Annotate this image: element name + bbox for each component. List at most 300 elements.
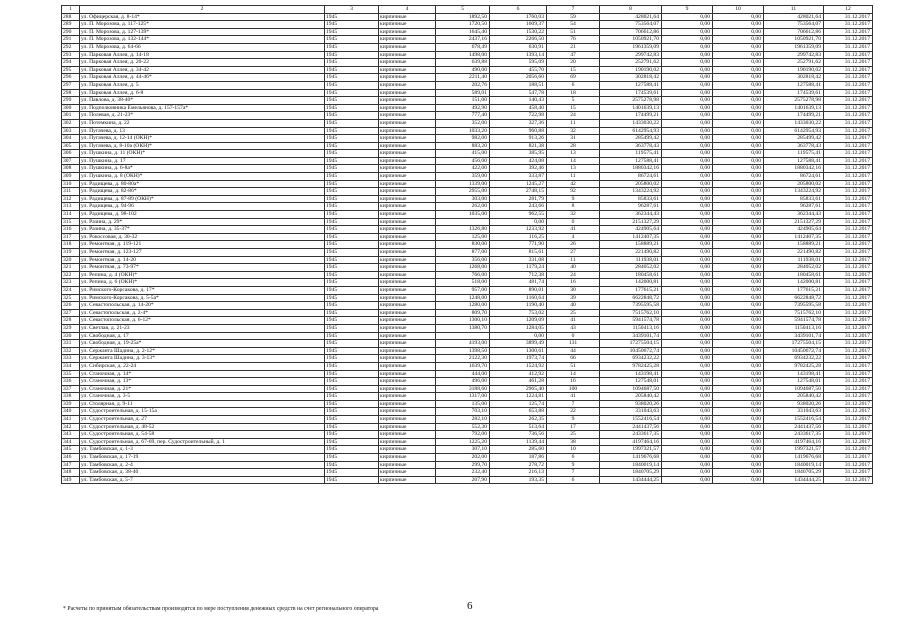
table-cell: 327 <box>62 309 80 317</box>
table-cell: 0,00 <box>713 309 764 317</box>
table-cell: 1945 <box>325 43 379 51</box>
table-row <box>62 241 873 249</box>
table-cell: 31.12.2017 <box>824 51 873 59</box>
header-cell: 11 <box>764 6 824 14</box>
table-cell: 0,00 <box>713 59 764 67</box>
table-cell: 962,55 <box>490 211 547 219</box>
table-cell <box>436 218 490 226</box>
table-cell: 830,00 <box>436 241 490 249</box>
table-cell: 0,00 <box>662 400 713 408</box>
table-row <box>62 431 873 439</box>
table-cell: 1945 <box>325 340 379 348</box>
table-cell: 1945 <box>325 211 379 219</box>
table-cell: 639,88 <box>436 59 490 67</box>
table-cell: 1050921,70 <box>600 36 662 44</box>
table-row <box>62 74 873 82</box>
table-cell: 1945 <box>325 119 379 127</box>
table-cell: 422,00 <box>436 165 490 173</box>
table-cell: 0,00 <box>662 241 713 249</box>
table-cell: 6142954,93 <box>600 127 662 135</box>
table-cell: 31.12.2017 <box>824 324 873 332</box>
table-cell: кирпичные <box>379 454 436 462</box>
table-cell: 1945 <box>325 195 379 203</box>
table-cell: 5 <box>547 97 600 105</box>
table-cell: 0,00 <box>713 241 764 249</box>
table-cell: ул. Потемкина, д. 22 <box>80 119 325 127</box>
table-cell: 127548,01 <box>764 378 824 386</box>
table-cell: 1945 <box>325 233 379 241</box>
table-cell: 22 <box>547 408 600 416</box>
table-cell: 31.12.2017 <box>824 119 873 127</box>
table-row <box>62 286 873 294</box>
table-cell: кирпичные <box>379 271 436 279</box>
table-cell: ул. П. Морозова, д. 127-139* <box>80 28 325 36</box>
table-cell: кирпичные <box>379 36 436 44</box>
table-cell: 1945 <box>325 347 379 355</box>
table-cell: 281,79 <box>490 195 547 203</box>
table-cell: ул. Сержанта Шадина, д. 3-13* <box>80 355 325 363</box>
table-header <box>62 6 873 14</box>
table-cell: 252791,62 <box>600 59 662 67</box>
table-cell: 1190,40 <box>490 302 547 310</box>
table-cell: 0,00 <box>713 431 764 439</box>
table-cell: 31.12.2017 <box>824 127 873 135</box>
table-cell: 1945 <box>325 454 379 462</box>
table-cell: ул. Станочная, д. 3-5 <box>80 393 325 401</box>
table-cell: 31.12.2017 <box>824 97 873 105</box>
table-cell: 177615,21 <box>764 286 824 294</box>
table-cell: 653,88 <box>490 408 547 416</box>
table-cell: 66 <box>547 355 600 363</box>
table-cell: 11 <box>547 119 600 127</box>
table-cell: 1412407,35 <box>764 233 824 241</box>
table-cell: ул. Радищева, д. 80-80а* <box>80 180 325 188</box>
table-row <box>62 362 873 370</box>
table-cell: 31.12.2017 <box>824 279 873 287</box>
table-cell: кирпичные <box>379 226 436 234</box>
table-cell: 352,00 <box>436 119 490 127</box>
table-cell: кирпичные <box>379 416 436 424</box>
table-cell: 753564,07 <box>764 21 824 29</box>
table-cell: ул. Парковая Аллея, д. 20-22 <box>80 59 325 67</box>
table-cell: 0,00 <box>662 355 713 363</box>
table-cell: 1945 <box>325 286 379 294</box>
table-cell: 13 <box>547 165 600 173</box>
table-cell: 0,00 <box>713 119 764 127</box>
table-cell: 0,00 <box>662 340 713 348</box>
table-cell: 0,00 <box>713 180 764 188</box>
table-cell: кирпичные <box>379 370 436 378</box>
table-cell: 28 <box>547 142 600 150</box>
table-cell: 31.12.2017 <box>824 66 873 74</box>
table-cell: 0,00 <box>662 332 713 340</box>
table-cell: 1209,09 <box>490 317 547 325</box>
table-cell: 0,00 <box>662 226 713 234</box>
table-cell: 190190,02 <box>764 66 824 74</box>
table-cell: 0,00 <box>662 378 713 386</box>
table-cell: 456,00 <box>436 157 490 165</box>
table-cell: 0,00 <box>662 347 713 355</box>
table-cell: ул. П. Морозова, д. 117-125* <box>80 21 325 29</box>
table-cell: 0,00 <box>713 135 764 143</box>
table-cell: 766,00 <box>436 271 490 279</box>
table-cell: 0,00 <box>662 416 713 424</box>
table-cell: 809,70 <box>436 309 490 317</box>
table-cell: 0,00 <box>713 112 764 120</box>
table-cell: 142000,81 <box>764 279 824 287</box>
header-cell: 8 <box>600 6 662 14</box>
table-cell: 331043,63 <box>600 408 662 416</box>
table-cell: 4 <box>547 233 600 241</box>
table-cell: 330 <box>62 332 80 340</box>
table-cell: 303 <box>62 127 80 135</box>
table-cell <box>436 332 490 340</box>
table-cell: 31.12.2017 <box>824 43 873 51</box>
table-cell: 96287,61 <box>764 203 824 211</box>
table-cell: 753564,07 <box>600 21 662 29</box>
table-cell: 334 <box>62 362 80 370</box>
table-cell: 703,10 <box>436 408 490 416</box>
table-row <box>62 21 873 29</box>
table-cell: ул. Свободная, д. 17 <box>80 332 325 340</box>
table-cell: ул. Офицерская, д. 8-14* <box>80 13 325 21</box>
table-cell: 0 <box>547 332 600 340</box>
table-cell: 207,90 <box>436 476 490 484</box>
table-cell: 1645,40 <box>436 28 490 36</box>
table-cell: 319 <box>62 249 80 257</box>
table-cell: 7395595,58 <box>764 302 824 310</box>
table-cell: 292 <box>62 43 80 51</box>
table-cell: кирпичные <box>379 309 436 317</box>
table-cell: 1498,00 <box>436 51 490 59</box>
table-cell: 59 <box>547 13 600 21</box>
table-cell: 31.12.2017 <box>824 476 873 484</box>
table-cell: 290 <box>62 28 80 36</box>
table-cell: 1326,80 <box>436 226 490 234</box>
table-cell: 1552416,54 <box>600 416 662 424</box>
table-cell: 2122,30 <box>436 355 490 363</box>
table-cell: 31.12.2017 <box>824 317 873 325</box>
table-cell: 777,40 <box>436 112 490 120</box>
table-cell: 1840019,14 <box>600 461 662 469</box>
table-cell: 313 <box>62 203 80 211</box>
table-cell: 0,00 <box>662 74 713 82</box>
table-cell: 340 <box>62 408 80 416</box>
table-cell: 0,00 <box>662 271 713 279</box>
table-cell: 1961359,09 <box>764 43 824 51</box>
table-cell: ул. Парковая Аллея, д. 44-46* <box>80 74 325 82</box>
table-cell: 1380,70 <box>436 324 490 332</box>
table-row <box>62 165 873 173</box>
table-cell: 331043,63 <box>764 408 824 416</box>
table-cell: ул. Римского-Корсакова, д. 5-5а* <box>80 294 325 302</box>
table-cell: 31.12.2017 <box>824 332 873 340</box>
table-cell: 0,00 <box>662 249 713 257</box>
table-cell: 216,13 <box>490 469 547 477</box>
table-cell: 174499,21 <box>764 112 824 120</box>
table-cell: 7515762,10 <box>600 309 662 317</box>
table-cell: 0,00 <box>713 218 764 226</box>
table-cell: 1945 <box>325 370 379 378</box>
table-cell: 513,64 <box>490 423 547 431</box>
table-cell: 302818,42 <box>600 74 662 82</box>
table-cell: 232,40 <box>436 469 490 477</box>
table-cell: 0,00 <box>713 142 764 150</box>
table-cell: 31.12.2017 <box>824 408 873 416</box>
table-cell: 243,66 <box>490 203 547 211</box>
table-cell: 125,74 <box>490 400 547 408</box>
table-cell: 0,00 <box>713 188 764 196</box>
table-cell: ул. Свободная, д. 19-25а* <box>80 340 325 348</box>
table-row <box>62 173 873 181</box>
table-cell: 0,00 <box>662 233 713 241</box>
table-cell: 5941574,78 <box>764 317 824 325</box>
table-cell: 0,00 <box>713 294 764 302</box>
table-row <box>62 97 873 105</box>
table-cell: кирпичные <box>379 332 436 340</box>
table-cell: 1945 <box>325 218 379 226</box>
table-cell: 193,35 <box>490 476 547 484</box>
table-cell: ул. Парковая Аллея, д. 5 <box>80 81 325 89</box>
table-cell: 31.12.2017 <box>824 416 873 424</box>
table-cell: ул. Пушкина, д. 17 <box>80 157 325 165</box>
table-cell: 0,00 <box>713 43 764 51</box>
header-cell: 3 <box>325 6 379 14</box>
table-cell: 174499,21 <box>600 112 662 120</box>
table-cell: 0,00 <box>713 416 764 424</box>
table-cell: 2433617,35 <box>764 431 824 439</box>
table-cell: 51 <box>547 28 600 36</box>
table-cell: 589,01 <box>436 89 490 97</box>
table-row <box>62 13 873 21</box>
table-cell: 0,00 <box>662 446 713 454</box>
table-cell: 1945 <box>325 271 379 279</box>
table-cell: 706612,86 <box>600 28 662 36</box>
table-cell: 205800,02 <box>764 180 824 188</box>
table-cell: 188,51 <box>490 81 547 89</box>
table-cell: 2151327,29 <box>600 218 662 226</box>
table-cell: кирпичные <box>379 173 436 181</box>
table-cell: 285499,42 <box>764 135 824 143</box>
table-cell: 0,00 <box>713 203 764 211</box>
table-cell: кирпичные <box>379 431 436 439</box>
table-cell: 1945 <box>325 279 379 287</box>
table-cell: 1945 <box>325 249 379 257</box>
table-cell: 0,00 <box>662 36 713 44</box>
table-cell: 151,00 <box>436 97 490 105</box>
table-cell: 2433617,35 <box>600 431 662 439</box>
table-cell: 31.12.2017 <box>824 264 873 272</box>
table-cell: 821,38 <box>490 142 547 150</box>
table-cell: 127588,41 <box>764 81 824 89</box>
table-cell: 111938,01 <box>600 256 662 264</box>
table-cell: ул. Пугачева, д. 12-14 (ОКН)* <box>80 135 325 143</box>
table-cell: 7395595,58 <box>600 302 662 310</box>
table-cell: 31.12.2017 <box>824 347 873 355</box>
table-cell: 1945 <box>325 226 379 234</box>
table-cell: кирпичные <box>379 218 436 226</box>
table-cell: кирпичные <box>379 142 436 150</box>
table-cell: 312 <box>62 195 80 203</box>
table-cell: 3188,60 <box>436 385 490 393</box>
table-cell: 0,00 <box>662 13 713 21</box>
table-cell: 284052,02 <box>764 264 824 272</box>
table-cell: 1945 <box>325 59 379 67</box>
table-cell: 0,00 <box>662 256 713 264</box>
table-cell: 47 <box>547 51 600 59</box>
table-row <box>62 127 873 135</box>
table-cell: 291 <box>62 36 80 44</box>
table-cell: кирпичные <box>379 256 436 264</box>
table-cell: кирпичные <box>379 385 436 393</box>
table-cell: 1945 <box>325 256 379 264</box>
table-cell: ул. Радищева, д. 82-86* <box>80 188 325 196</box>
table-cell: 771,90 <box>490 241 547 249</box>
table-cell: 1050921,70 <box>764 36 824 44</box>
table-cell: 0,00 <box>713 286 764 294</box>
table-cell: 0,00 <box>713 347 764 355</box>
table-cell: кирпичные <box>379 476 436 484</box>
table-cell: 0,00 <box>713 461 764 469</box>
header-cell: 7 <box>547 6 600 14</box>
table-cell: 0,00 <box>713 226 764 234</box>
table-row <box>62 264 873 272</box>
table-cell: 1434444,25 <box>600 476 662 484</box>
table-cell: 1945 <box>325 355 379 363</box>
table-row <box>62 226 873 234</box>
table-cell: 1840705,29 <box>764 469 824 477</box>
table-cell: 27 <box>547 249 600 257</box>
table-cell: 1945 <box>325 173 379 181</box>
table-cell: 6 <box>547 476 600 484</box>
table-cell: 10450672,74 <box>600 347 662 355</box>
table-cell: 0,00 <box>662 157 713 165</box>
table-cell: кирпичные <box>379 211 436 219</box>
table-cell: кирпичные <box>379 203 436 211</box>
table-cell: 294 <box>62 59 80 67</box>
table-cell: 31.12.2017 <box>824 309 873 317</box>
table-cell: 0,00 <box>713 127 764 135</box>
table-cell: ул. Репина, д. 4 (ОКН)* <box>80 271 325 279</box>
table-cell: 31.12.2017 <box>824 355 873 363</box>
table-row <box>62 294 873 302</box>
table-cell: ул. Пугачева, д. 8-10а (ОКН)* <box>80 142 325 150</box>
table-cell: 31.12.2017 <box>824 362 873 370</box>
table-cell: 140,43 <box>490 97 547 105</box>
table-cell: 339 <box>62 400 80 408</box>
table-cell: 1945 <box>325 476 379 484</box>
table-cell: 1945 <box>325 294 379 302</box>
table-cell: 174539,61 <box>600 89 662 97</box>
table-cell: 1945 <box>325 203 379 211</box>
table-cell: ул. Радищева, д. 94-96 <box>80 203 325 211</box>
table-cell: 298 <box>62 89 80 97</box>
table-cell: 310 <box>62 180 80 188</box>
table-cell: 325 <box>62 294 80 302</box>
table-cell: 0,00 <box>662 81 713 89</box>
table-cell: 455,70 <box>490 66 547 74</box>
table-cell: 1720,50 <box>436 21 490 29</box>
table-row <box>62 423 873 431</box>
table-cell: 31.12.2017 <box>824 393 873 401</box>
table-cell: 0,00 <box>713 469 764 477</box>
table-cell: 1945 <box>325 385 379 393</box>
table-cell: 1401639,13 <box>600 104 662 112</box>
table-cell: 0,00 <box>713 173 764 181</box>
table-cell: ул. Судостроительная, д. 27 <box>80 416 325 424</box>
table-cell: 92 <box>547 188 600 196</box>
table-cell: 119575,41 <box>764 150 824 158</box>
table-cell: 43 <box>547 324 600 332</box>
table-cell: 31.12.2017 <box>824 188 873 196</box>
table-cell: 143198,41 <box>600 370 662 378</box>
table-row <box>62 400 873 408</box>
table-cell: 307,10 <box>436 446 490 454</box>
table-cell: 1945 <box>325 309 379 317</box>
table-cell: 913,26 <box>490 135 547 143</box>
table-cell: 289 <box>62 21 80 29</box>
table-cell: 0,00 <box>713 446 764 454</box>
table-cell: кирпичные <box>379 400 436 408</box>
table-cell: 344 <box>62 438 80 446</box>
table-cell: кирпичные <box>379 438 436 446</box>
table-cell: 0,00 <box>662 21 713 29</box>
table-cell: 31.12.2017 <box>824 218 873 226</box>
table-cell: 1280,00 <box>436 302 490 310</box>
table-cell: 0,00 <box>662 469 713 477</box>
table-cell: 428021,64 <box>764 13 824 21</box>
table-row <box>62 378 873 386</box>
table-cell: 0,00 <box>662 431 713 439</box>
table-cell: 349 <box>62 476 80 484</box>
table-row <box>62 416 873 424</box>
table-cell: 1433030,22 <box>600 119 662 127</box>
table-cell: 300 <box>62 104 80 112</box>
table-cell: 0,00 <box>713 340 764 348</box>
table-cell: 15 <box>547 66 600 74</box>
table-cell: 262,00 <box>436 203 490 211</box>
table-cell: ул. Пушкина, д. 11 (ОКН)* <box>80 150 325 158</box>
table-cell: ул. Севастопольская, д. 2-4* <box>80 309 325 317</box>
table-cell: 0,00 <box>662 302 713 310</box>
table-cell: 31.12.2017 <box>824 112 873 120</box>
table-row <box>62 28 873 36</box>
table-cell: 307 <box>62 157 80 165</box>
table-cell: 1317,00 <box>436 393 490 401</box>
table-cell: ул. Римского-Корсакова, д. 17* <box>80 286 325 294</box>
table-cell: 31.12.2017 <box>824 142 873 150</box>
table-cell: 0,00 <box>662 264 713 272</box>
table-cell: 31.12.2017 <box>824 157 873 165</box>
table-cell: кирпичные <box>379 21 436 29</box>
table-cell: кирпичные <box>379 66 436 74</box>
table-cell: 1945 <box>325 150 379 158</box>
table-cell: 327,36 <box>490 119 547 127</box>
table-cell: 14 <box>547 157 600 165</box>
table-cell: кирпичные <box>379 112 436 120</box>
table-cell: кирпичные <box>379 423 436 431</box>
table-cell: 938020,26 <box>600 400 662 408</box>
table-cell: 32 <box>547 127 600 135</box>
table-cell: 0,00 <box>713 476 764 484</box>
table-cell: 815,61 <box>490 249 547 257</box>
table-cell: 1094687,50 <box>764 385 824 393</box>
table-cell: 348 <box>62 469 80 477</box>
table-cell: 31.12.2017 <box>824 150 873 158</box>
table-cell: 0,00 <box>662 119 713 127</box>
table-cell: 0,00 <box>662 370 713 378</box>
table-cell: 299 <box>62 97 80 105</box>
